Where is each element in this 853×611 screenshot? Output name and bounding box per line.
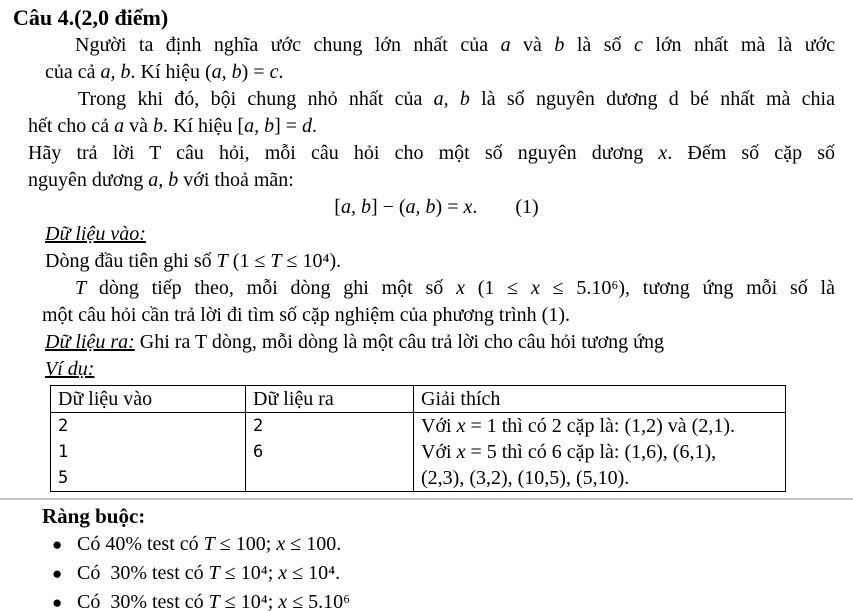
math-var: a, b [244, 115, 275, 137]
text-segment: lớn nhất mà là ước [642, 34, 835, 56]
math-var: x [456, 441, 466, 463]
math-var: x [278, 591, 288, 611]
text-segment: ≤ 10⁴; [219, 562, 279, 584]
problem-title: Câu 4.(2,0 điểm) [13, 5, 169, 30]
table-row [51, 413, 786, 492]
text-segment: ≤ 10⁴; [219, 591, 279, 611]
constraints-heading: Ràng buộc: [42, 504, 146, 528]
text-segment: . [312, 115, 318, 137]
input-value: 2 [58, 416, 69, 436]
text-line [0, 32, 853, 59]
text-segment: Có 30% test có [77, 562, 209, 584]
text-segment: Có 40% test có [77, 533, 204, 555]
math-var: c [634, 34, 643, 56]
math-var: a [114, 115, 125, 137]
text-segment: = 5 thì có 6 cặp là: (1,6), (6,1), [465, 441, 717, 463]
text-segment: một câu hỏi cần trả lời đi tìm số cặp nghiệm của phương trình (1). [42, 304, 570, 326]
text-segment: ≤ 100; [214, 533, 277, 555]
constraint-item [42, 559, 853, 588]
math-var: x [530, 277, 540, 299]
math-var: x [658, 142, 668, 164]
math-var: x [276, 533, 286, 555]
text-line [0, 167, 853, 194]
text-segment: ≤ 5.10⁶ [287, 591, 351, 611]
bullet-icon: ● [52, 535, 63, 554]
equation-period: . [472, 196, 478, 218]
heading-text: Ví dụ: [45, 358, 95, 380]
text-segment: hết cho cả [28, 115, 115, 137]
text-segment: và [510, 34, 555, 56]
text-segment: ≤ 100. [285, 533, 342, 555]
math-var: T [208, 591, 220, 611]
math-var: T [270, 250, 282, 272]
input-cell [51, 413, 246, 492]
text-line [0, 59, 853, 86]
math-var: b [152, 115, 163, 137]
equation-operator: ] − ( [370, 196, 406, 218]
horizontal-divider [0, 498, 853, 500]
equation-line [0, 194, 853, 221]
text-segment: Có 30% test có [77, 591, 209, 611]
section-heading-output [0, 329, 853, 356]
math-var: T [75, 277, 87, 299]
text-segment: ≤ 10⁴). [281, 250, 342, 272]
explanation-line: (2,3), (3,2), (10,5), (5,10). [421, 467, 630, 489]
math-var: x [278, 562, 288, 584]
text-segment: Dòng đầu tiên ghi số [45, 250, 217, 272]
example-table [50, 385, 786, 492]
math-var: x [456, 277, 465, 299]
text-segment: dòng tiếp theo, mỗi dòng ghi một số [86, 277, 457, 299]
text-segment: là số nguyên dương d bé nhất mà chia [469, 88, 835, 110]
math-var: a, b [433, 88, 470, 110]
section-heading-example [0, 356, 853, 383]
constraints-section [0, 502, 853, 611]
text-segment: . Đếm số cặp số [667, 142, 835, 164]
text-segment: (1 ≤ [227, 250, 271, 272]
output-value: 2 [253, 416, 264, 436]
text-line [0, 140, 853, 167]
explanation-line [421, 439, 778, 465]
text-line [0, 248, 853, 275]
text-segment: ≤ 5.10⁶), tương ứng mỗi số là [539, 277, 835, 299]
text-segment: ] = [274, 115, 303, 137]
math-var: T [208, 562, 220, 584]
bullet-icon: ● [52, 564, 63, 583]
text-segment: Người ta định nghĩa ước chung lớn nhất của [75, 34, 501, 56]
math-var: a, b [100, 61, 131, 83]
bullet-icon: ● [52, 593, 63, 611]
text-line [0, 275, 853, 302]
text-segment: nguyên dương [28, 169, 149, 191]
column-header-input: Dữ liệu vào [51, 386, 246, 413]
math-var: c [269, 61, 279, 83]
text-segment: (1 ≤ [464, 277, 531, 299]
math-var: a, b [405, 196, 436, 218]
text-segment: Trong khi đó, bội chung nhỏ nhất của [78, 88, 434, 110]
text-segment: . Kí hiệu ( [130, 61, 212, 83]
text-segment: . [278, 61, 284, 83]
math-var: T [203, 533, 215, 555]
text-segment: = 1 thì có 2 cặp là: (1,2) và (2,1). [465, 415, 735, 437]
text-segment: ) = [241, 61, 270, 83]
text-segment: ≤ 10⁴. [287, 562, 341, 584]
constraint-item [42, 588, 853, 611]
text-segment: . Kí hiệu [ [162, 115, 245, 137]
math-var: x [456, 415, 466, 437]
heading-text: Dữ liệu ra: [45, 331, 135, 353]
explanation-line [421, 413, 778, 439]
text-segment: Hãy trả lời T câu hỏi, mỗi câu hỏi cho một số nguyên dương [28, 142, 659, 164]
column-header-output: Dữ liệu ra [246, 386, 414, 413]
math-var: a, b [340, 196, 371, 218]
equation-bracket: [ [334, 196, 341, 218]
text-segment: Với [421, 415, 457, 437]
math-var: T [216, 250, 228, 272]
text-segment: là số [564, 34, 635, 56]
heading-text: Dữ liệu vào: [45, 223, 146, 245]
text-segment: và [124, 115, 153, 137]
math-var: d [302, 115, 313, 137]
column-header-explanation: Giải thích [414, 386, 786, 413]
explanation-cell [414, 413, 786, 492]
output-value: 6 [253, 442, 264, 462]
table-header-row [51, 386, 786, 413]
output-cell [246, 413, 414, 492]
math-var: b [554, 34, 565, 56]
math-var: x [463, 196, 473, 218]
equation-number: (1) [515, 196, 539, 218]
text-segment: của cả [45, 61, 101, 83]
input-value: 5 [58, 468, 69, 488]
input-value: 1 [58, 442, 69, 462]
math-var: a, b [211, 61, 242, 83]
math-var: a [500, 34, 511, 56]
text-line [0, 113, 853, 140]
text-segment: Ghi ra T dòng, mỗi dòng là một câu trả lời cho câu hỏi tương ứng [134, 331, 665, 353]
text-line [0, 86, 853, 113]
section-heading-input [0, 221, 853, 248]
math-var: a, b [148, 169, 179, 191]
text-segment: Với [421, 441, 457, 463]
text-line [0, 302, 853, 329]
equation-operator: ) = [435, 196, 464, 218]
constraint-item [42, 530, 853, 559]
text-segment: với thoả mãn: [178, 169, 294, 191]
